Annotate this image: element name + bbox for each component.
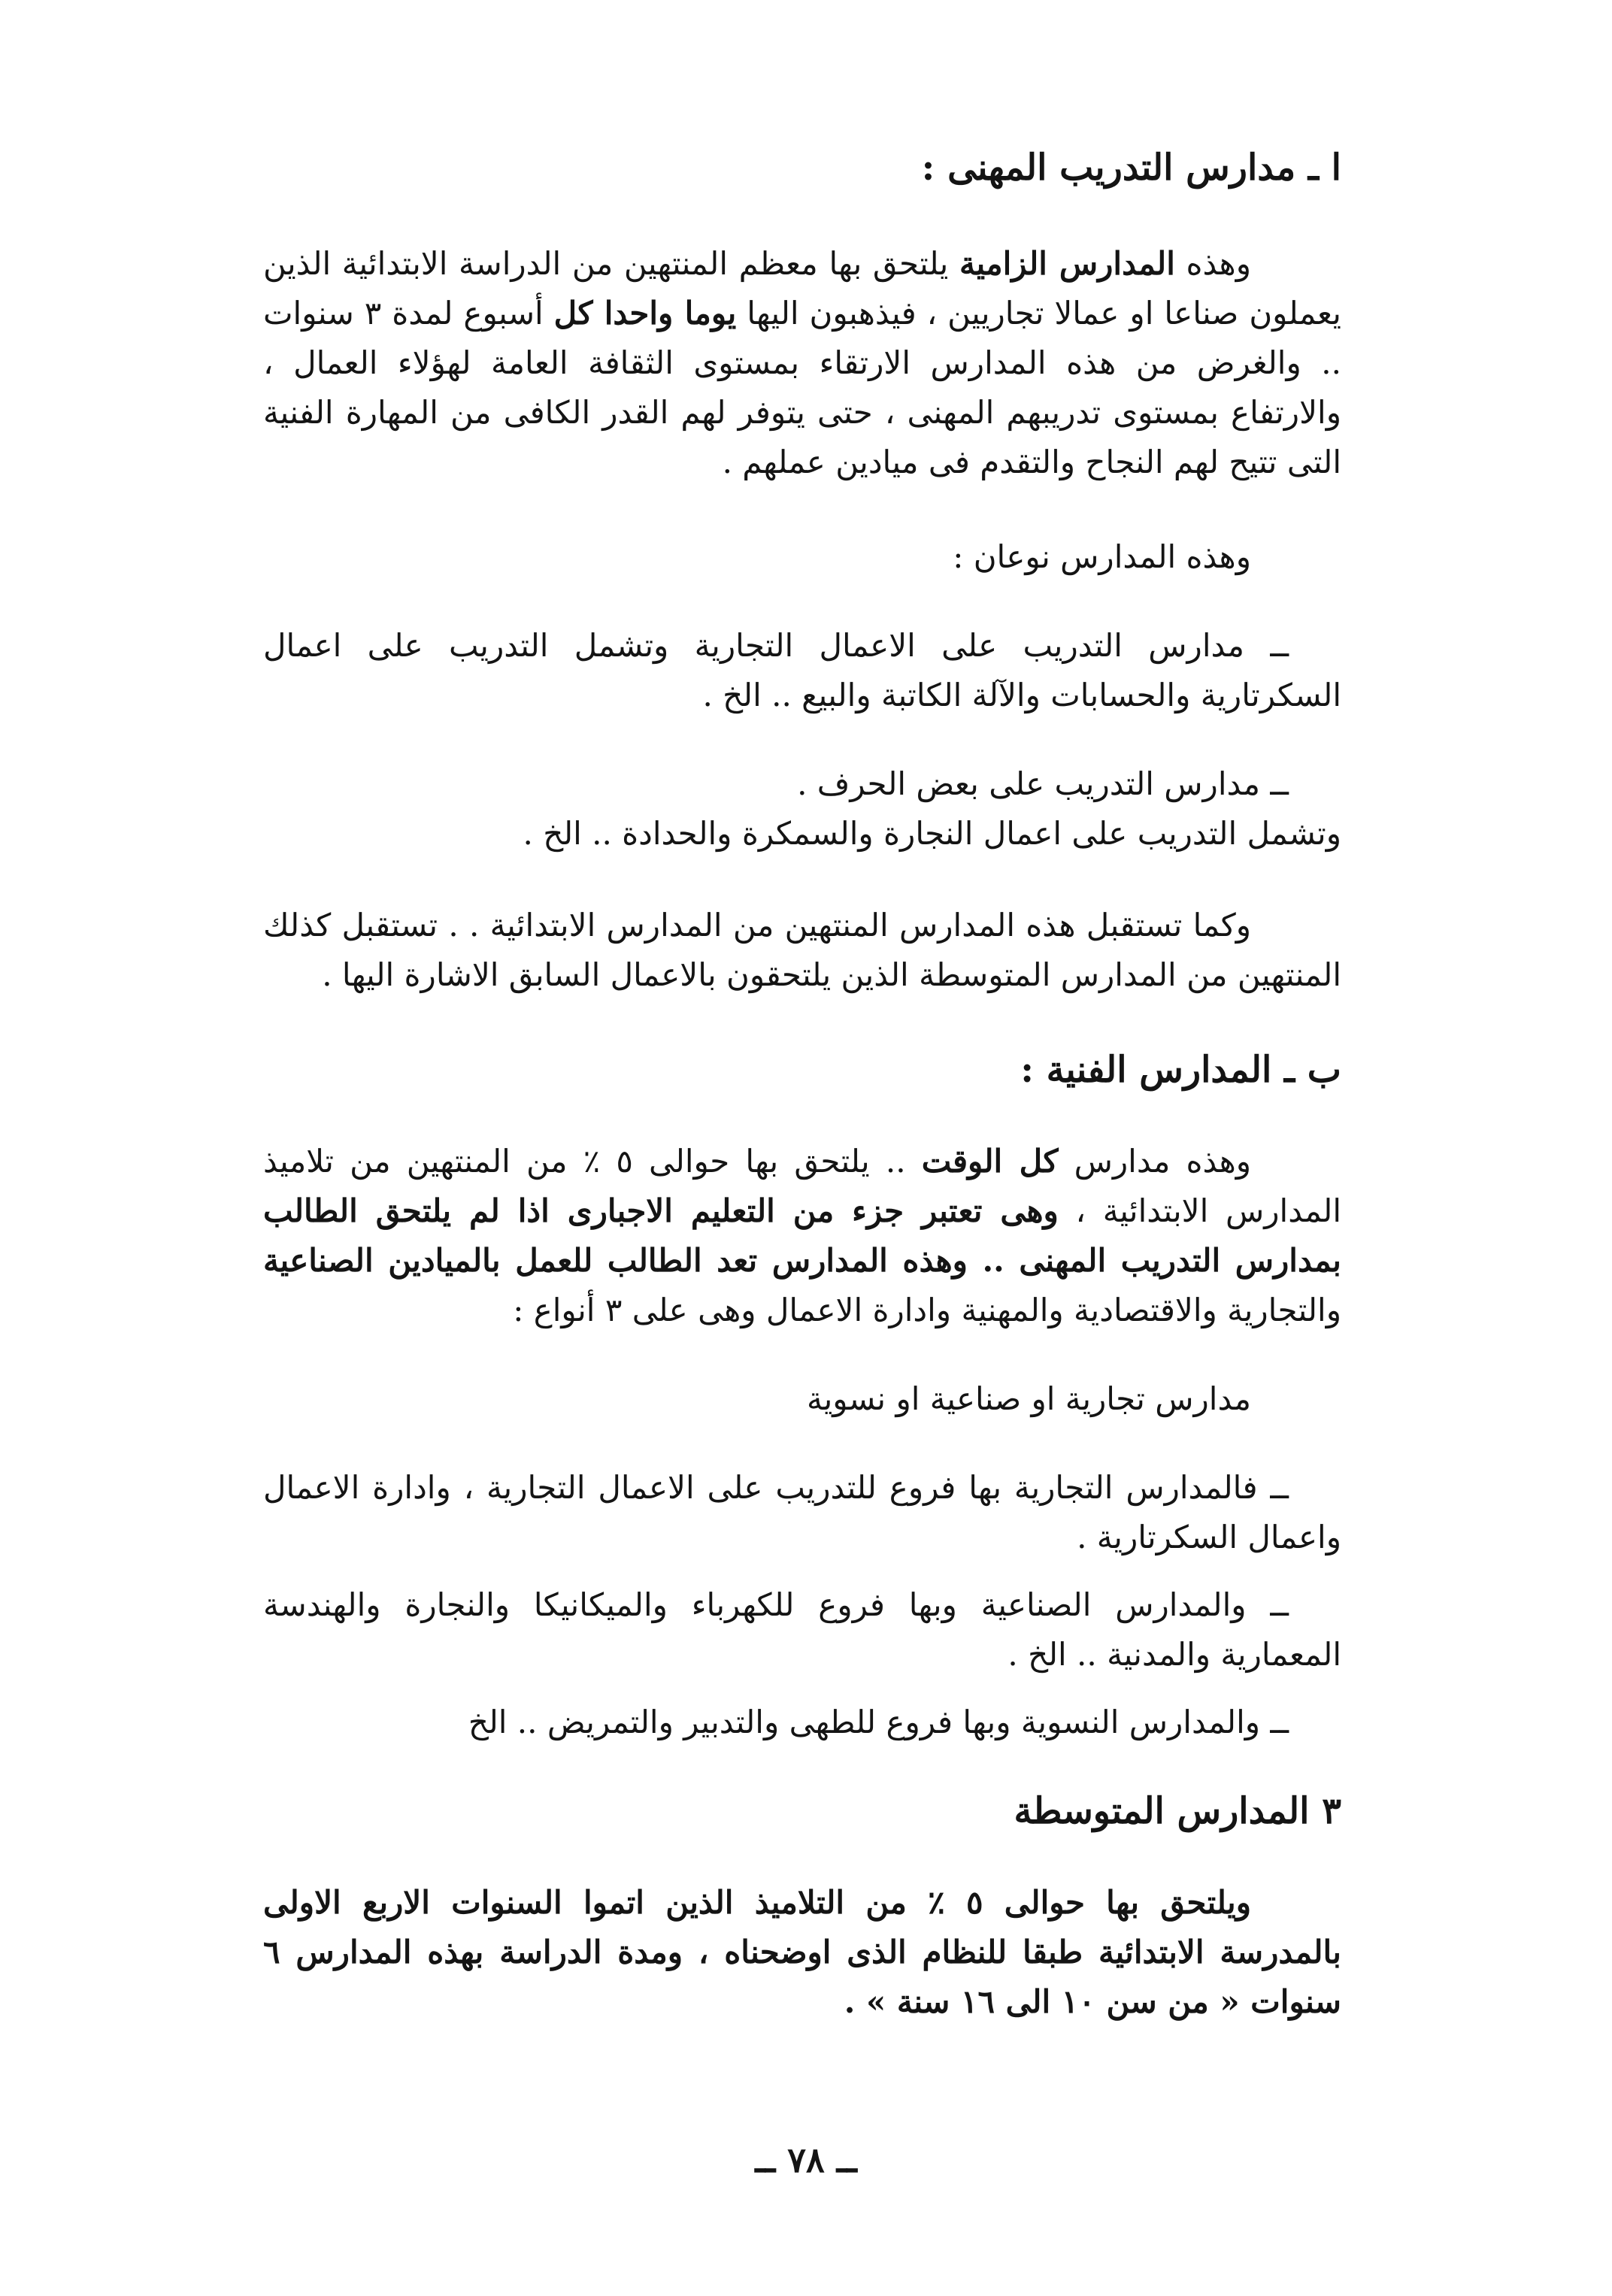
section-heading-intermediate-schools: ٣ المدارس المتوسطة (1014, 1790, 1341, 1832)
paragraph-technical-schools (263, 1137, 1341, 1335)
paragraph-text: وهذه مدارس (1058, 1143, 1252, 1180)
list-item-crafts-training: ــ مدارس التدريب على بعض الحرف . (797, 765, 1289, 802)
list-item-womens-schools: ــ والمدارس النسوية وبها فروع للطهى والتدبير والتمريض .. الخ (468, 1704, 1289, 1740)
paragraph-text: أسبوع لمدة ٣ سنوات .. والغرض من هذه المدارس الارتقاء بمستوى الثقافة العامة لهؤلاء العمال ، والارتفاع بمستوى تدريبهم المهنى ، حتى يتوفر لهم القدر الكافى من المهارة الفنية التى تتيح لهم النجاح والتقدم فى ميادين عملهم . (263, 295, 1341, 480)
paragraph-two-types: وهذه المدارس نوعان : (953, 538, 1251, 575)
section-heading-technical-schools: ب ـ المدارس الفنية : (1020, 1049, 1341, 1091)
paragraph-text: وهذه (1174, 245, 1251, 282)
section-heading-vocational-schools: ا ـ مدارس التدريب المهنى : (921, 147, 1341, 189)
list-item-commercial-training: ــ مدارس التدريب على الاعمال التجارية وتشمل التدريب على اعمال السكرتارية والحسابات والآلة الكاتبة والبيع .. الخ . (263, 627, 1341, 713)
list-item-industrial-schools: ــ والمدارس الصناعية وبها فروع للكهرباء والميكانيكا والنجارة والهندسة المعمارية والمدنية .. الخ . (263, 1586, 1341, 1673)
paragraph-intake: وكما تستقبل هذه المدارس المنتهين من المدارس الابتدائية . . تستقبل كذلك المنتهين من المدارس المتوسطة الذين يلتحقون بالاعمال السابق الاشارة اليها . (263, 907, 1341, 993)
paragraph-crafts-details: وتشمل التدريب على اعمال النجارة والسمكرة والحدادة .. الخ . (523, 815, 1341, 852)
bold-phrase: يوما واحدا كل (553, 295, 737, 332)
paragraph-text: يلتحق بها معظم المنتهين من الدراسة الابتدائية الذين يعملون صناعا او عمالا تجاريين ، فيذهبون اليها (263, 245, 1341, 332)
page-number: ــ ٧٨ ــ (755, 2140, 857, 2180)
bold-phrase: كل الوقت (921, 1143, 1059, 1180)
paragraph-text: .. يلتحق بها حوالى ٥ ٪ من المنتهين من تلاميذ المدارس الابتدائية ، (263, 1143, 1341, 1229)
paragraph-vocational-schools (263, 239, 1341, 487)
paragraph-text: والتجارية والاقتصادية والمهنية وادارة الاعمال وهى على ٣ أنواع : (513, 1292, 1341, 1328)
paragraph-intermediate-schools (263, 1878, 1341, 2027)
list-item-commercial-schools: ــ فالمدارس التجارية بها فروع للتدريب على الاعمال التجارية ، وادارة الاعمال واعمال السكرتارية . (263, 1469, 1341, 1555)
bold-phrase: ويلتحق بها حوالى ٥ ٪ من التلاميذ الذين اتموا السنوات الاربع الاولى بالمدرسة الابتدائية طبقا للنظام الذى اوضحناه ، ومدة الدراسة بهذه المدارس ٦ سنوات « من سن ١٠ الى ١٦ سنة » . (263, 1884, 1341, 2020)
bold-phrase: وهى تعتبر جزء من التعليم الاجبارى اذا لم يلتحق الطالب بمدارس التدريب المهنى .. وهذه المدارس تعد الطالب للعمل بالميادين الصناعية (263, 1192, 1341, 1279)
paragraph-school-types: مدارس تجارية او صناعية او نسوية (807, 1380, 1251, 1417)
bold-phrase: المدارس الزامية (959, 245, 1175, 282)
